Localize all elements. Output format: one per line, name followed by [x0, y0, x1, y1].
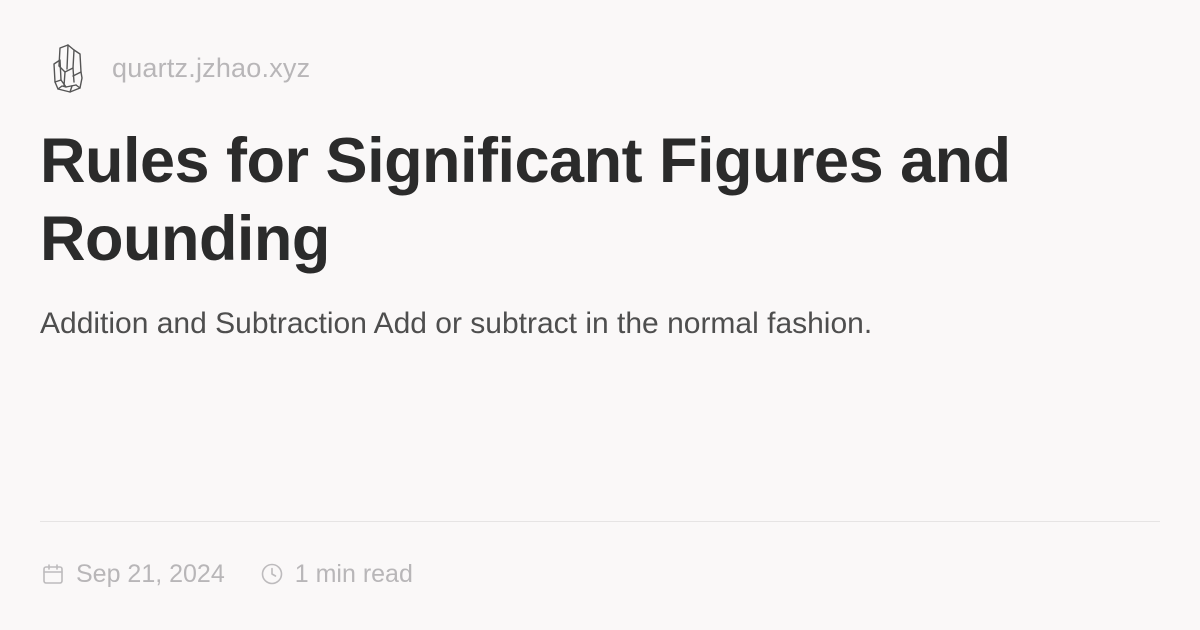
- crystal-icon: [48, 42, 88, 94]
- page-meta: [40, 556, 447, 592]
- site-url[interactable]: quartz.jzhao.xyz: [112, 52, 311, 83]
- publish-date: [40, 560, 225, 589]
- reading-time-text: 1 min read: [294, 559, 413, 588]
- reading-time: [259, 560, 413, 589]
- site-header: [48, 42, 310, 94]
- clock-icon: [259, 561, 285, 587]
- publish-date-text: Sep 21, 2024: [76, 559, 225, 588]
- calendar-icon: [40, 561, 66, 587]
- divider: [40, 521, 1160, 522]
- page-description: Addition and Subtraction Add or subtract in the normal fashion.: [40, 307, 873, 340]
- page-title: Rules for Significant Figures and Rounding: [40, 126, 1011, 274]
